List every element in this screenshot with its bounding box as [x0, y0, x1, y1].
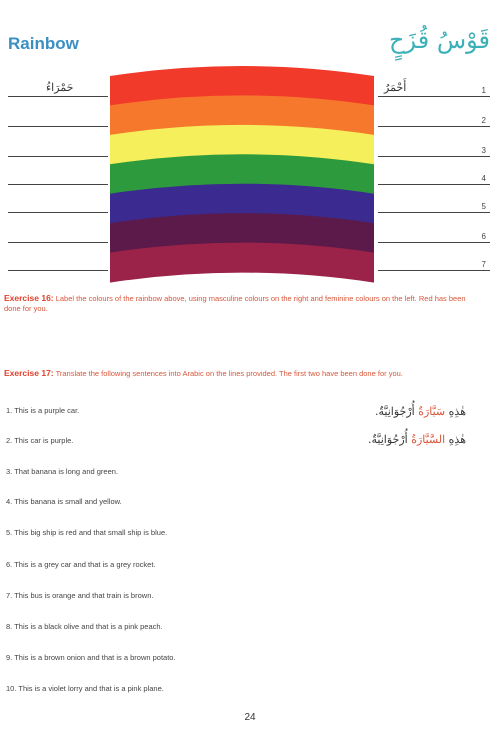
page-title: Rainbow	[8, 34, 79, 53]
answer-line-right	[378, 96, 490, 97]
page-number: 24	[244, 712, 256, 723]
answer-1-post: أُرْجُوَانِيَّةٌ.	[375, 405, 419, 418]
row-number: 5	[481, 202, 486, 211]
row-number: 4	[481, 174, 486, 183]
answer-line-left	[8, 96, 108, 97]
sentence-item: 6. This is a grey car and that is a grey rocket.	[6, 560, 156, 569]
sentence-item: 8. This is a black olive and that is a pink peach.	[6, 622, 163, 631]
feminine-colour-label: حَمْرَاءُ	[46, 81, 74, 94]
answer-line-right	[378, 156, 490, 157]
answer-line-left	[8, 270, 108, 271]
row-number: 2	[481, 116, 486, 125]
answer-2-post: أُرْجُوَانِيَّةٌ.	[368, 433, 412, 446]
row-number: 6	[481, 232, 486, 241]
sentence-item: 1. This is a purple car.	[6, 406, 80, 415]
page-title-arabic: قَوْسُ قُزَحٍ	[388, 26, 490, 54]
sentence-item: 5. This big ship is red and that small ship is blue.	[6, 528, 168, 537]
exercise-16-text: Label the colours of the rainbow above, using masculine colours on the right and feminine colours on the left. Red has been done for you.	[4, 294, 466, 313]
answer-line-right	[378, 242, 490, 243]
exercise-16	[4, 293, 484, 314]
answer-line-left	[8, 184, 108, 185]
answer-line-right	[378, 270, 490, 271]
rainbow-illustration	[0, 0, 500, 290]
answer-line-left	[8, 126, 108, 127]
rainbow-band-7	[110, 243, 374, 283]
answer-2-pre: هٰذِهِ	[445, 433, 466, 446]
answer-1-highlight: سَيَّارَةٌ	[418, 405, 446, 418]
exercise-17	[4, 368, 484, 379]
exercise-17-text: Translate the following sentences into Arabic on the lines provided. The first two have been done for you.	[55, 369, 403, 378]
sentence-item: 3. That banana is long and green.	[6, 467, 119, 476]
answer-line-left	[8, 242, 108, 243]
exercise-16-label: Exercise 16:	[4, 293, 54, 303]
answer-2	[368, 433, 466, 446]
answer-2-highlight: السَّيَّارَةُ	[411, 433, 446, 446]
sentence-item: 10. This is a violet lorry and that is a pink plane.	[6, 684, 164, 693]
row-number: 3	[481, 146, 486, 155]
answer-line-left	[8, 156, 108, 157]
answer-line-right	[378, 212, 490, 213]
sentence-item: 2. This car is purple.	[6, 436, 74, 445]
row-number: 1	[481, 86, 486, 95]
answer-1-pre: هٰذِهِ	[445, 405, 466, 418]
answer-line-right	[378, 184, 490, 185]
masculine-colour-label: أَحْمَرُ	[384, 81, 407, 94]
answer-line-right	[378, 126, 490, 127]
sentence-item: 9. This is a brown onion and that is a brown potato.	[6, 653, 176, 662]
exercise-17-label: Exercise 17:	[4, 368, 54, 378]
sentence-item: 4. This banana is small and yellow.	[6, 497, 122, 506]
row-number: 7	[481, 260, 486, 269]
answer-line-left	[8, 212, 108, 213]
sentence-item: 7. This bus is orange and that train is brown.	[6, 591, 154, 600]
answer-1	[375, 405, 466, 418]
